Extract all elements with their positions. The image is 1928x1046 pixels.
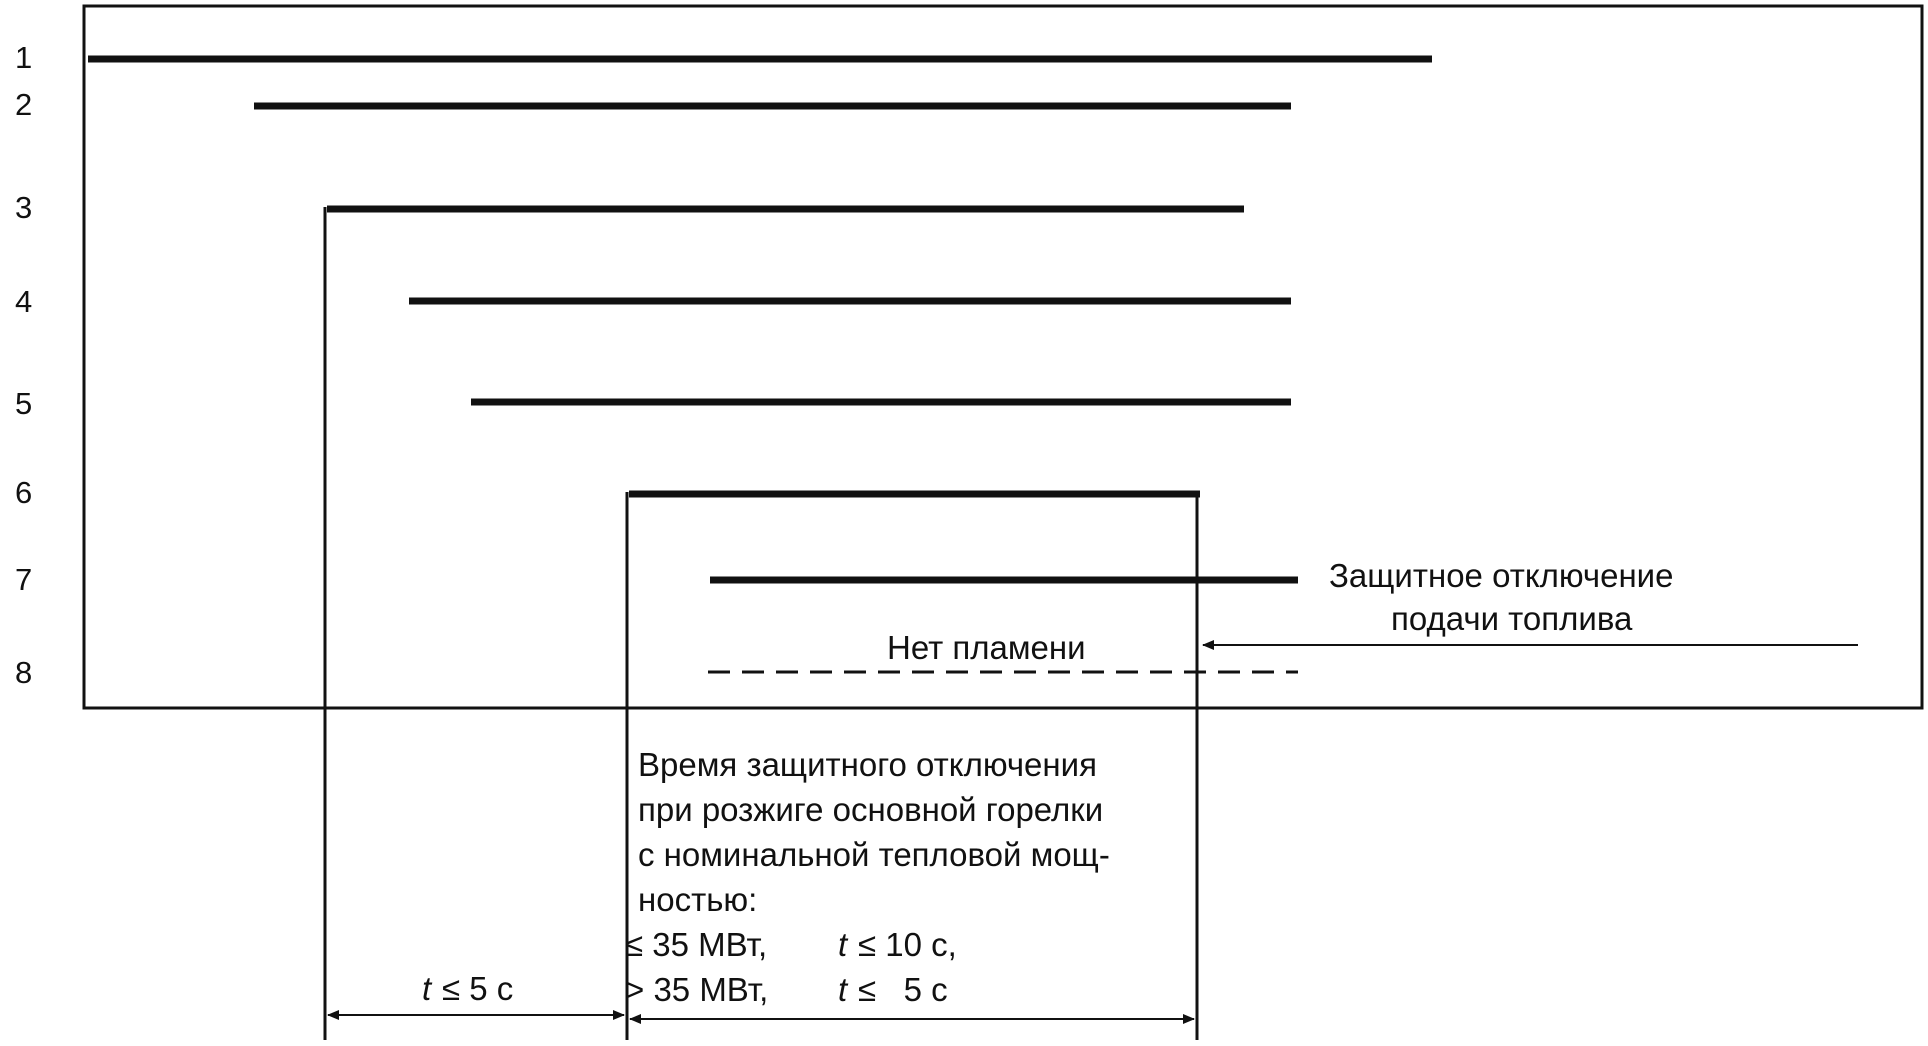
row-number-2: 2: [15, 87, 33, 122]
fuel-cutoff-label-line1: Защитное отключение: [1329, 557, 1674, 594]
row-number-5: 5: [15, 386, 33, 421]
time-note-line-4: ностью:: [638, 881, 758, 918]
fuel-cutoff-label-line2: подачи топлива: [1391, 600, 1633, 637]
row-number-6: 6: [15, 475, 33, 510]
diagram-frame: [84, 6, 1922, 708]
pre-interval-value: ≤ 5 с: [442, 970, 514, 1007]
time-note-line-3: с номинальной тепловой мощ-: [638, 836, 1110, 873]
row-number-4: 4: [15, 284, 33, 319]
low-power-time-value: ≤ 10 с,: [858, 926, 957, 963]
row-number-1: 1: [15, 40, 33, 75]
time-note-line-1: Время защитного отключения: [638, 746, 1097, 783]
high-power-value: > 35 МВт,: [625, 971, 769, 1008]
row-number-7: 7: [15, 562, 33, 597]
low-power-value: ≤ 35 МВт,: [625, 926, 768, 963]
time-note-line-2: при розжиге основной горелки: [638, 791, 1104, 828]
row-number-8: 8: [15, 655, 33, 690]
no-flame-label: Нет пламени: [887, 629, 1086, 666]
vertical-markers: [325, 207, 1197, 1040]
row-number-3: 3: [15, 190, 33, 225]
pre-interval-var: t: [422, 970, 432, 1007]
shutdown-time-note: [625, 746, 1110, 1008]
row-numbers: [15, 40, 32, 690]
low-power-time-var: t: [838, 926, 848, 963]
high-power-time-value: ≤ 5 с: [858, 971, 948, 1008]
timing-bars: [88, 59, 1432, 672]
high-power-time-var: t: [838, 971, 848, 1008]
